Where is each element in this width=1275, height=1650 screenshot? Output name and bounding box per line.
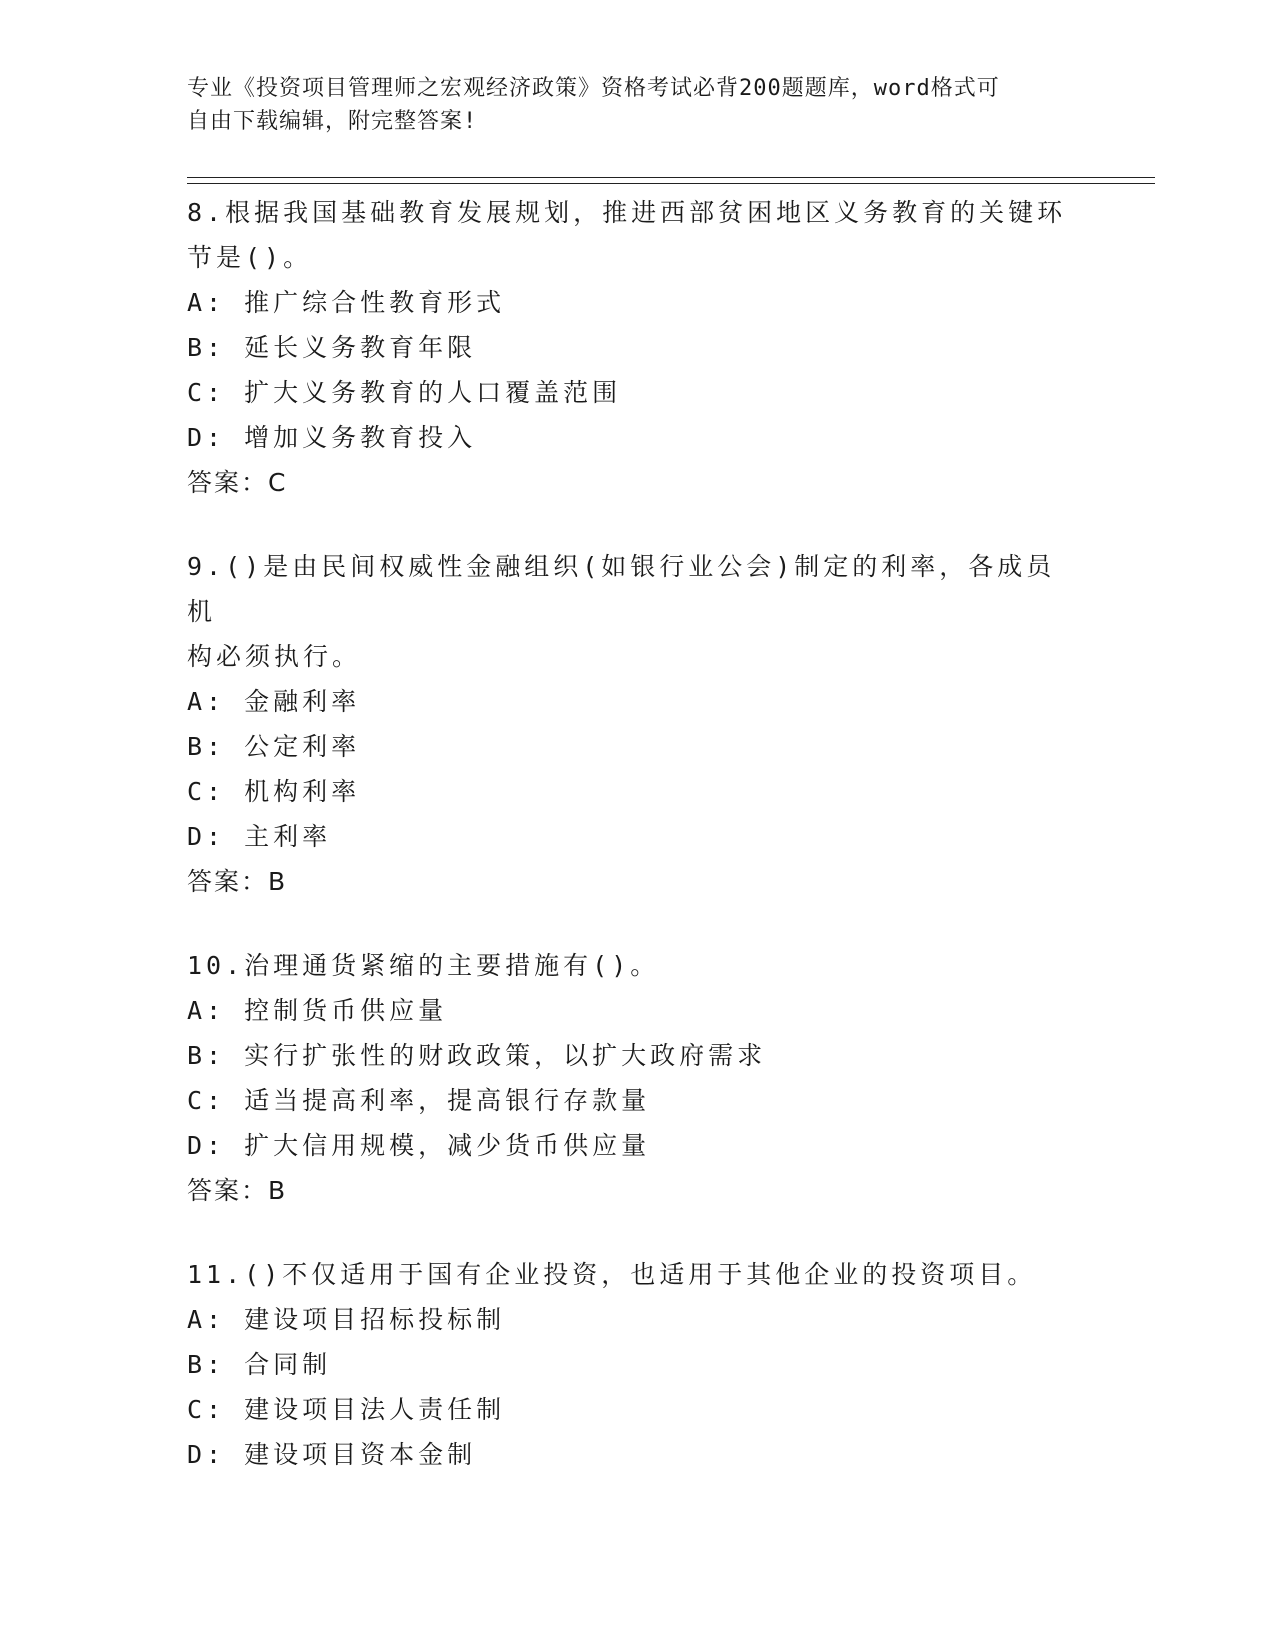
- answer: 答案：B: [187, 867, 288, 896]
- question-stem: [187, 1252, 1067, 1297]
- option-text: 控制货币供应量: [244, 996, 448, 1025]
- option-key: A:: [187, 1305, 226, 1334]
- answer: 答案：B: [187, 1176, 288, 1205]
- option-key: B:: [187, 1350, 226, 1379]
- question-9: [187, 544, 1087, 904]
- header-line-2: 自由下载编辑，附完整答案!: [187, 109, 478, 134]
- document-header: [187, 72, 1067, 138]
- option-text: 建设项目资本金制: [244, 1440, 477, 1469]
- question-8: [187, 190, 1087, 505]
- option-key: A:: [187, 996, 226, 1025]
- option-text: 延长义务教育年限: [244, 333, 477, 362]
- option-key: C:: [187, 1395, 226, 1424]
- option-b: [187, 1033, 1087, 1078]
- option-a: [187, 280, 1087, 325]
- question-stem-line: 9.()是由民间权威性金融组织(如银行业公会)制定的利率，各成员机: [187, 552, 1056, 626]
- option-key: C:: [187, 1086, 226, 1115]
- question-11: [187, 1252, 1087, 1477]
- option-key: A:: [187, 687, 226, 716]
- question-stem-line: 8.根据我国基础教育发展规划，推进西部贫困地区义务教育的关键环: [187, 198, 1067, 227]
- question-stem: [187, 544, 1067, 679]
- option-text: 增加义务教育投入: [244, 423, 477, 452]
- option-text: 主利率: [244, 822, 332, 851]
- header-line-1: 专业《投资项目管理师之宏观经济政策》资格考试必背200题题库，word格式可: [187, 76, 1000, 101]
- option-key: D:: [187, 822, 226, 851]
- option-a: [187, 988, 1087, 1033]
- option-key: B:: [187, 333, 226, 362]
- option-d: [187, 415, 1087, 460]
- option-a: [187, 679, 1087, 724]
- option-text: 推广综合性教育形式: [244, 288, 506, 317]
- question-stem-line: 10.治理通货紧缩的主要措施有()。: [187, 951, 660, 980]
- option-b: [187, 724, 1087, 769]
- option-c: [187, 1387, 1087, 1432]
- option-key: D:: [187, 1440, 226, 1469]
- option-text: 机构利率: [244, 777, 361, 806]
- question-list: [187, 190, 1087, 1516]
- question-stem: [187, 190, 1067, 280]
- option-text: 适当提高利率，提高银行存款量: [244, 1086, 651, 1115]
- option-text: 实行扩张性的财政政策，以扩大政府需求: [244, 1041, 767, 1070]
- option-text: 公定利率: [244, 732, 361, 761]
- option-text: 金融利率: [244, 687, 361, 716]
- option-text: 扩大信用规模，减少货币供应量: [244, 1131, 651, 1160]
- option-key: A:: [187, 288, 226, 317]
- option-text: 扩大义务教育的人口覆盖范围: [244, 378, 622, 407]
- option-key: B:: [187, 1041, 226, 1070]
- option-a: [187, 1297, 1087, 1342]
- question-10: [187, 943, 1087, 1213]
- option-key: C:: [187, 378, 226, 407]
- option-key: D:: [187, 1131, 226, 1160]
- option-key: B:: [187, 732, 226, 761]
- question-stem-line: 11.()不仅适用于国有企业投资，也适用于其他企业的投资项目。: [187, 1260, 1037, 1289]
- option-c: [187, 370, 1087, 415]
- option-d: [187, 814, 1087, 859]
- option-text: 建设项目法人责任制: [244, 1395, 506, 1424]
- option-b: [187, 1342, 1087, 1387]
- option-text: 建设项目招标投标制: [244, 1305, 506, 1334]
- question-stem-line: 构必须执行。: [187, 642, 362, 671]
- option-d: [187, 1123, 1087, 1168]
- question-stem-line: 节是()。: [187, 243, 313, 272]
- option-d: [187, 1432, 1087, 1477]
- option-key: C:: [187, 777, 226, 806]
- option-text: 合同制: [244, 1350, 332, 1379]
- header-rule-top: [187, 177, 1155, 178]
- option-b: [187, 325, 1087, 370]
- answer: 答案：C: [187, 468, 288, 497]
- option-c: [187, 769, 1087, 814]
- question-stem: [187, 943, 1067, 988]
- option-key: D:: [187, 423, 226, 452]
- option-c: [187, 1078, 1087, 1123]
- header-rule-bottom: [187, 183, 1155, 184]
